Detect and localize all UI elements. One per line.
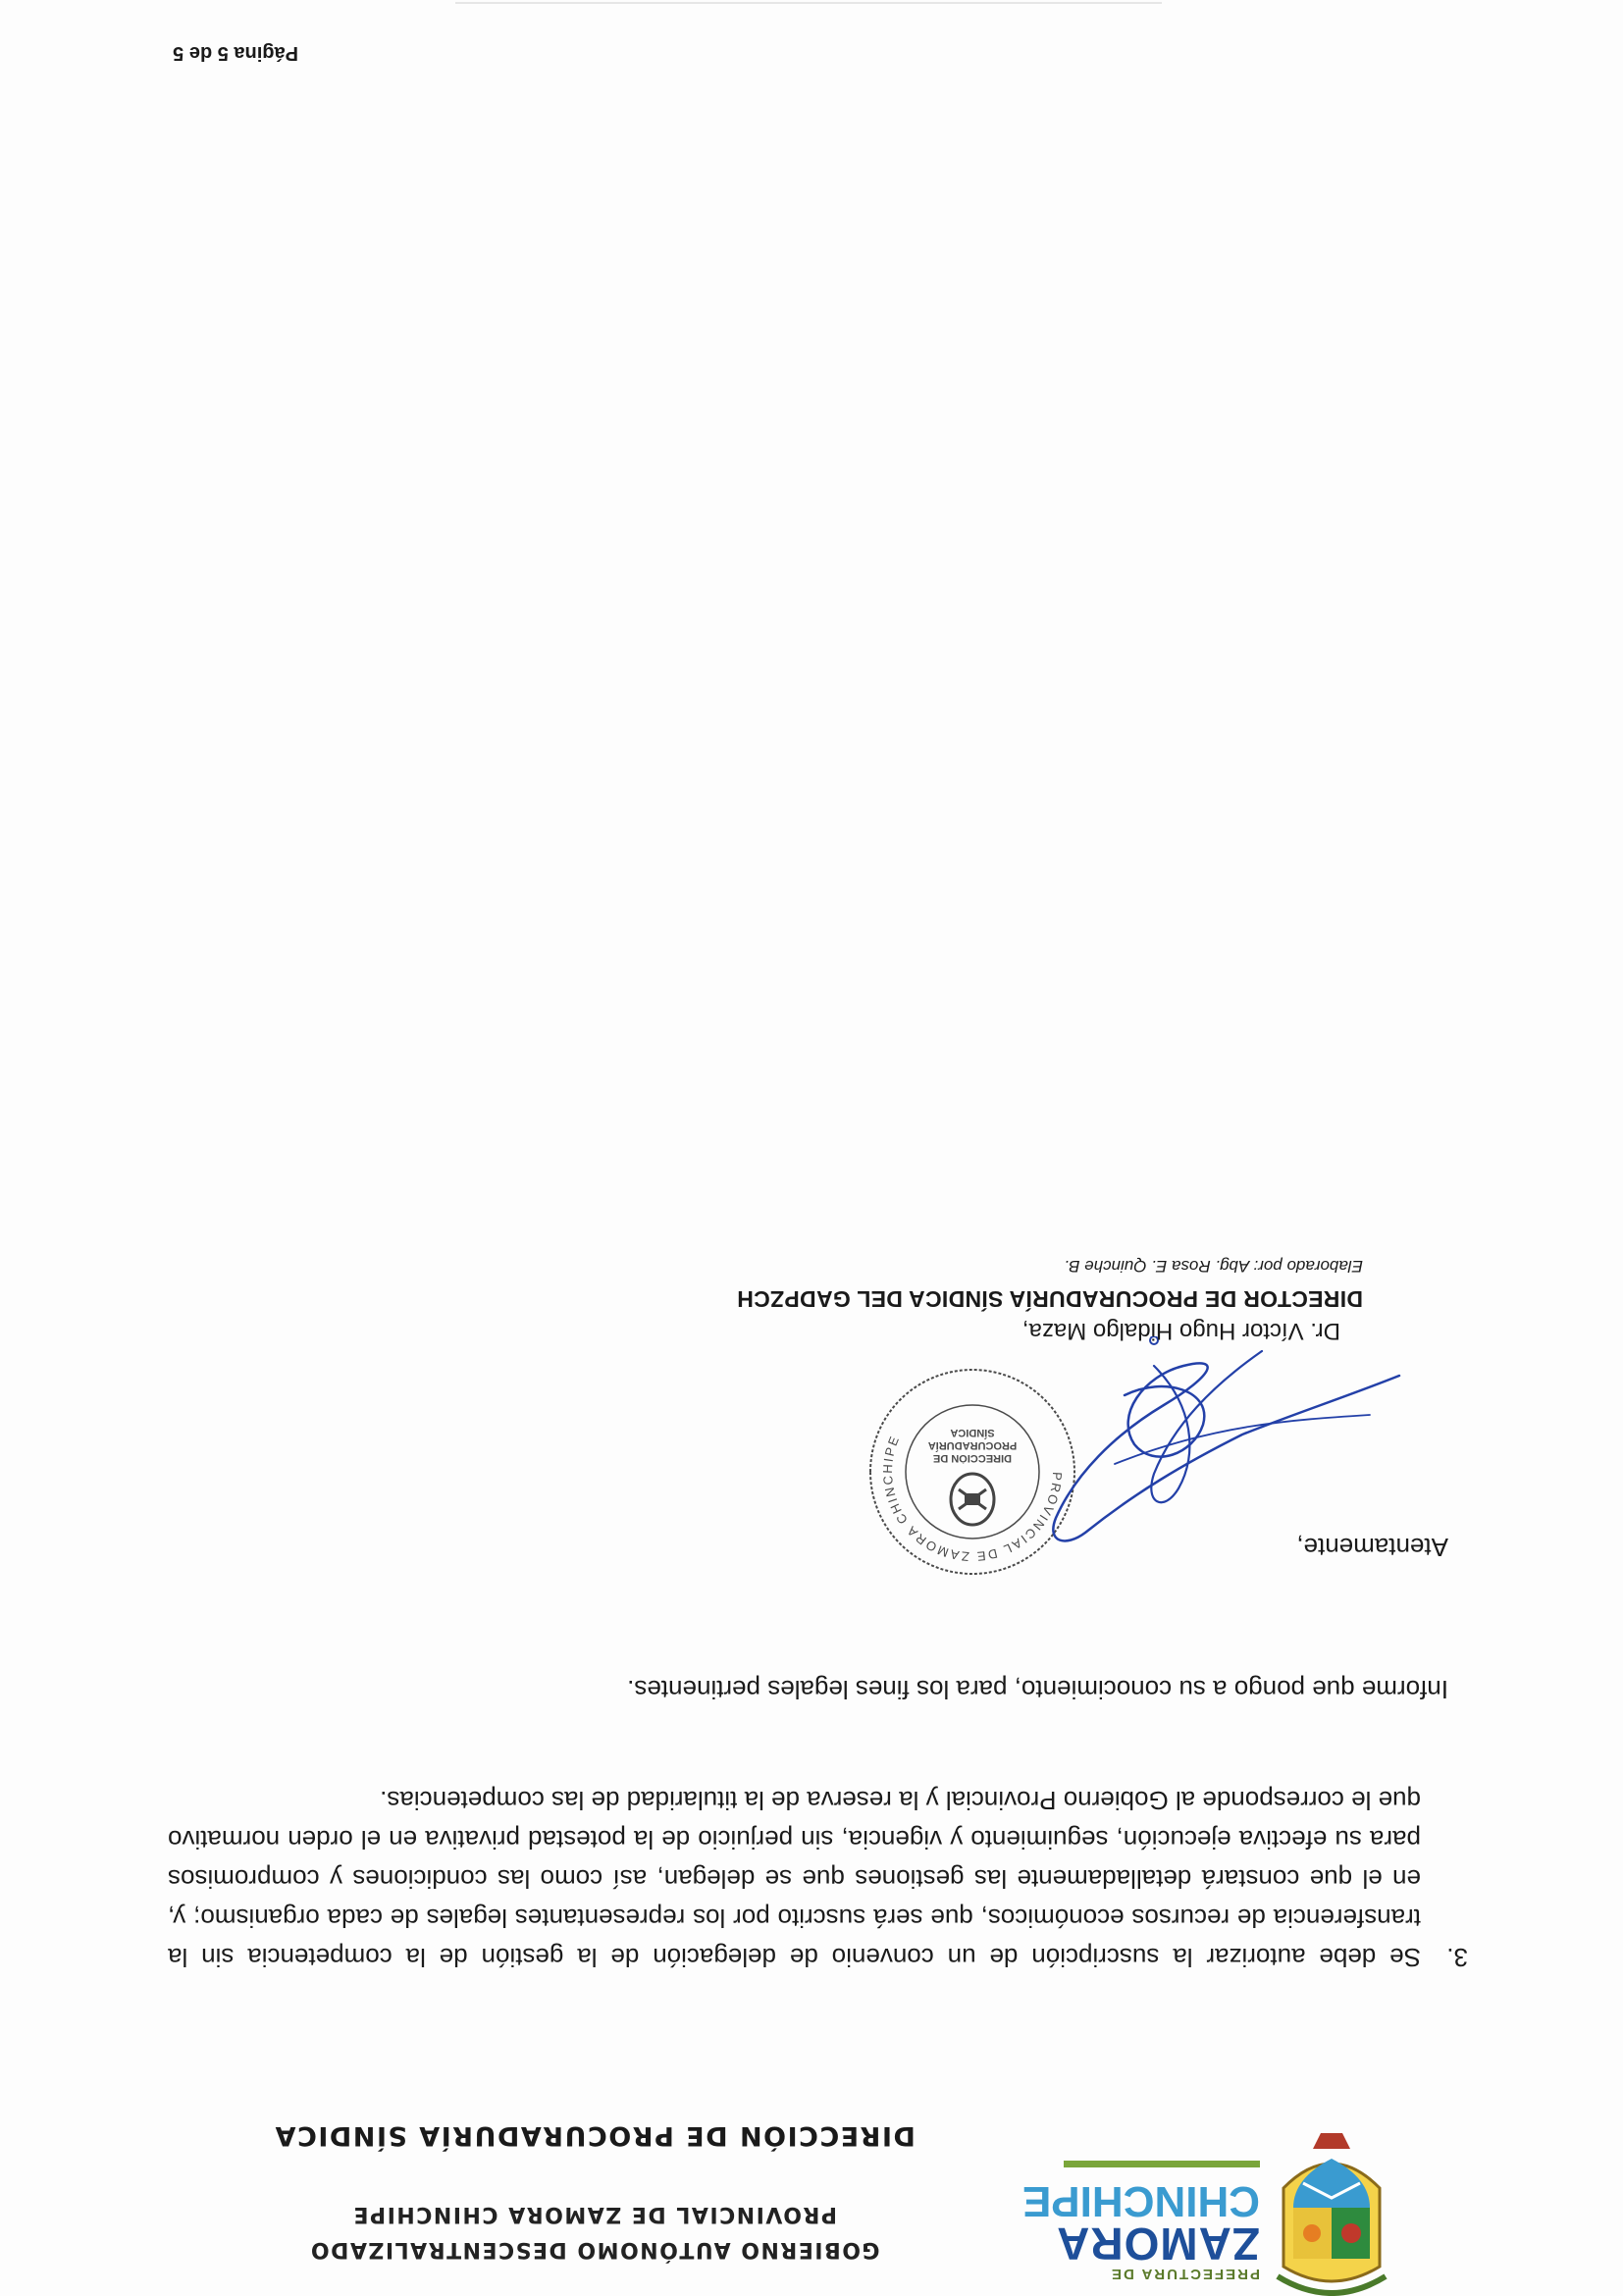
page-number: Página 5 de 5 xyxy=(173,42,298,64)
regards-line: Atentamente, xyxy=(1296,1533,1448,1562)
brand-text xyxy=(1021,2161,1260,2282)
seal-center-text: DIRECCIÓN DE PROCURADURÍA SÍNDICA xyxy=(927,1427,1018,1464)
brand-name-line2: CHINCHIPE xyxy=(1021,2177,1260,2225)
coat-of-arms-icon xyxy=(1274,2131,1389,2296)
seal-ring-text: PROVINCIAL DE ZAMORA CHINCHIPE xyxy=(879,1433,1066,1565)
institution-header xyxy=(163,2115,1026,2267)
closing-sentence: Informe que pongo a su conocimiento, para los fines legales pertinentes. xyxy=(627,1675,1448,1704)
handwritten-signature xyxy=(1036,1336,1409,1562)
department-title: DIRECCIÓN DE PROCURADURÍA SÍNDICA xyxy=(274,2120,916,2151)
numbered-item xyxy=(168,1781,1468,1977)
signer-title: DIRECTOR DE PROCURADURÍA SÍNDICA DEL GADPZCH xyxy=(736,1286,1363,1312)
prefecture-logo xyxy=(1021,2119,1389,2296)
brand-accent-bar xyxy=(1064,2161,1260,2167)
prepared-by: Elaborado por: Abg. Rosa E. Quinche B. xyxy=(1064,1257,1363,1276)
brand-prefix: PREFECTURA DE xyxy=(1110,2266,1260,2282)
item-number: 3. xyxy=(1446,1943,1468,1972)
institution-name-line2: PROVINCIAL DE ZAMORA CHINCHIPE xyxy=(351,2202,838,2226)
brand-name-line1: ZAMORA xyxy=(1056,2218,1260,2270)
institution-name-line1: GOBIERNO AUTÓNOMO DESCENTRALIZADO xyxy=(309,2237,880,2262)
signer-name: Dr. Víctor Hugo Hidalgo Maza, xyxy=(1021,1318,1340,1344)
item-text: Se debe autorizar la suscripción de un convenio de delegación de la gestión de la competencia sin la transferencia de recursos económicos, que será suscrito por los representantes legales de cada organismo; y, en el que constará detalladamente las gestiones que se delegan, así como las condiciones y compromisos para su efectiva ejecución, seguimiento y vigencia, sin perjuicio de la potestad privativa en el orden normativo que le corresponde al Gobierno Provincial y la reserva de la titularidad de las competencias. xyxy=(168,1786,1421,1972)
scan-edge-divider xyxy=(455,2,1162,4)
seal-emblem-icon xyxy=(951,1474,994,1525)
